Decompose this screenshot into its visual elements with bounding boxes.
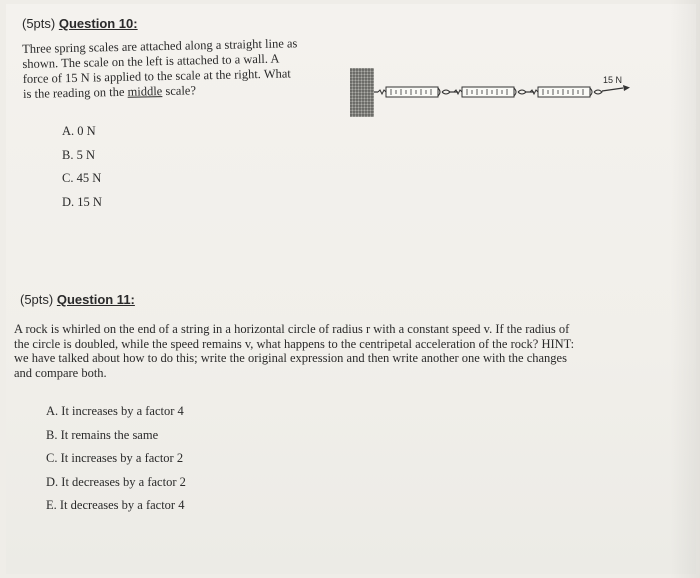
q11-header: [20, 292, 135, 307]
q10-title: Question 10:: [58, 16, 138, 31]
q10-option-d[interactable]: D. 15 N: [62, 194, 102, 209]
spring-scale-left: [378, 87, 450, 97]
q11-title: Question 11:: [56, 292, 135, 307]
q11-option-a[interactable]: A. It increases by a factor 4: [46, 404, 184, 418]
q11-option-d[interactable]: D. It decreases by a factor 2: [46, 474, 186, 489]
q10-option-a[interactable]: A. 0 N: [62, 124, 96, 138]
q11-line-2: the circle is doubled, while the speed remains v, what happens to the centripetal acceleration of the rock? HINT:: [14, 336, 575, 351]
q10-header: [22, 16, 138, 31]
q10-emphasis: middle: [127, 84, 163, 99]
q10-option-c[interactable]: C. 45 N: [62, 171, 102, 185]
q10-option-b[interactable]: B. 5 N: [62, 147, 95, 162]
spring-scales-figure: [350, 66, 635, 120]
q10-line-4: is the reading on the middle scale?: [22, 83, 197, 101]
q10-line-3: force of 15 N is applied to the scale at the right. What: [22, 66, 291, 86]
q10-line-1: Three spring scales are attached along a straight line as: [22, 36, 298, 56]
spring-scale-middle: [454, 87, 526, 97]
force-arrow: [602, 85, 630, 91]
q11-option-e[interactable]: E. It decreases by a factor 4: [46, 498, 185, 513]
q11-points: (5pts): [20, 292, 54, 307]
q10-prompt: [22, 36, 333, 102]
q10-options: [62, 124, 102, 218]
q11-options: [46, 404, 186, 522]
q10-line-2: shown. The scale on the left is attached to a wall. A: [22, 51, 280, 71]
q11-line-1: A rock is whirled on the end of a string in a horizontal circle of radius r with a constant speed v. If the radius of: [14, 322, 570, 336]
wall: [350, 68, 374, 117]
q11-prompt: [14, 322, 654, 380]
q11-line-3: we have talked about how to do this; write the original expression and then write another one with the changes: [14, 351, 567, 365]
q11-line-4: and compare both.: [14, 365, 107, 380]
spring-scale-right: [530, 87, 602, 97]
q11-option-c[interactable]: C. It increases by a factor 2: [46, 451, 184, 466]
q11-option-b[interactable]: B. It remains the same: [46, 427, 159, 442]
force-label: 15 N: [603, 75, 623, 85]
q10-points: (5pts): [22, 16, 56, 31]
